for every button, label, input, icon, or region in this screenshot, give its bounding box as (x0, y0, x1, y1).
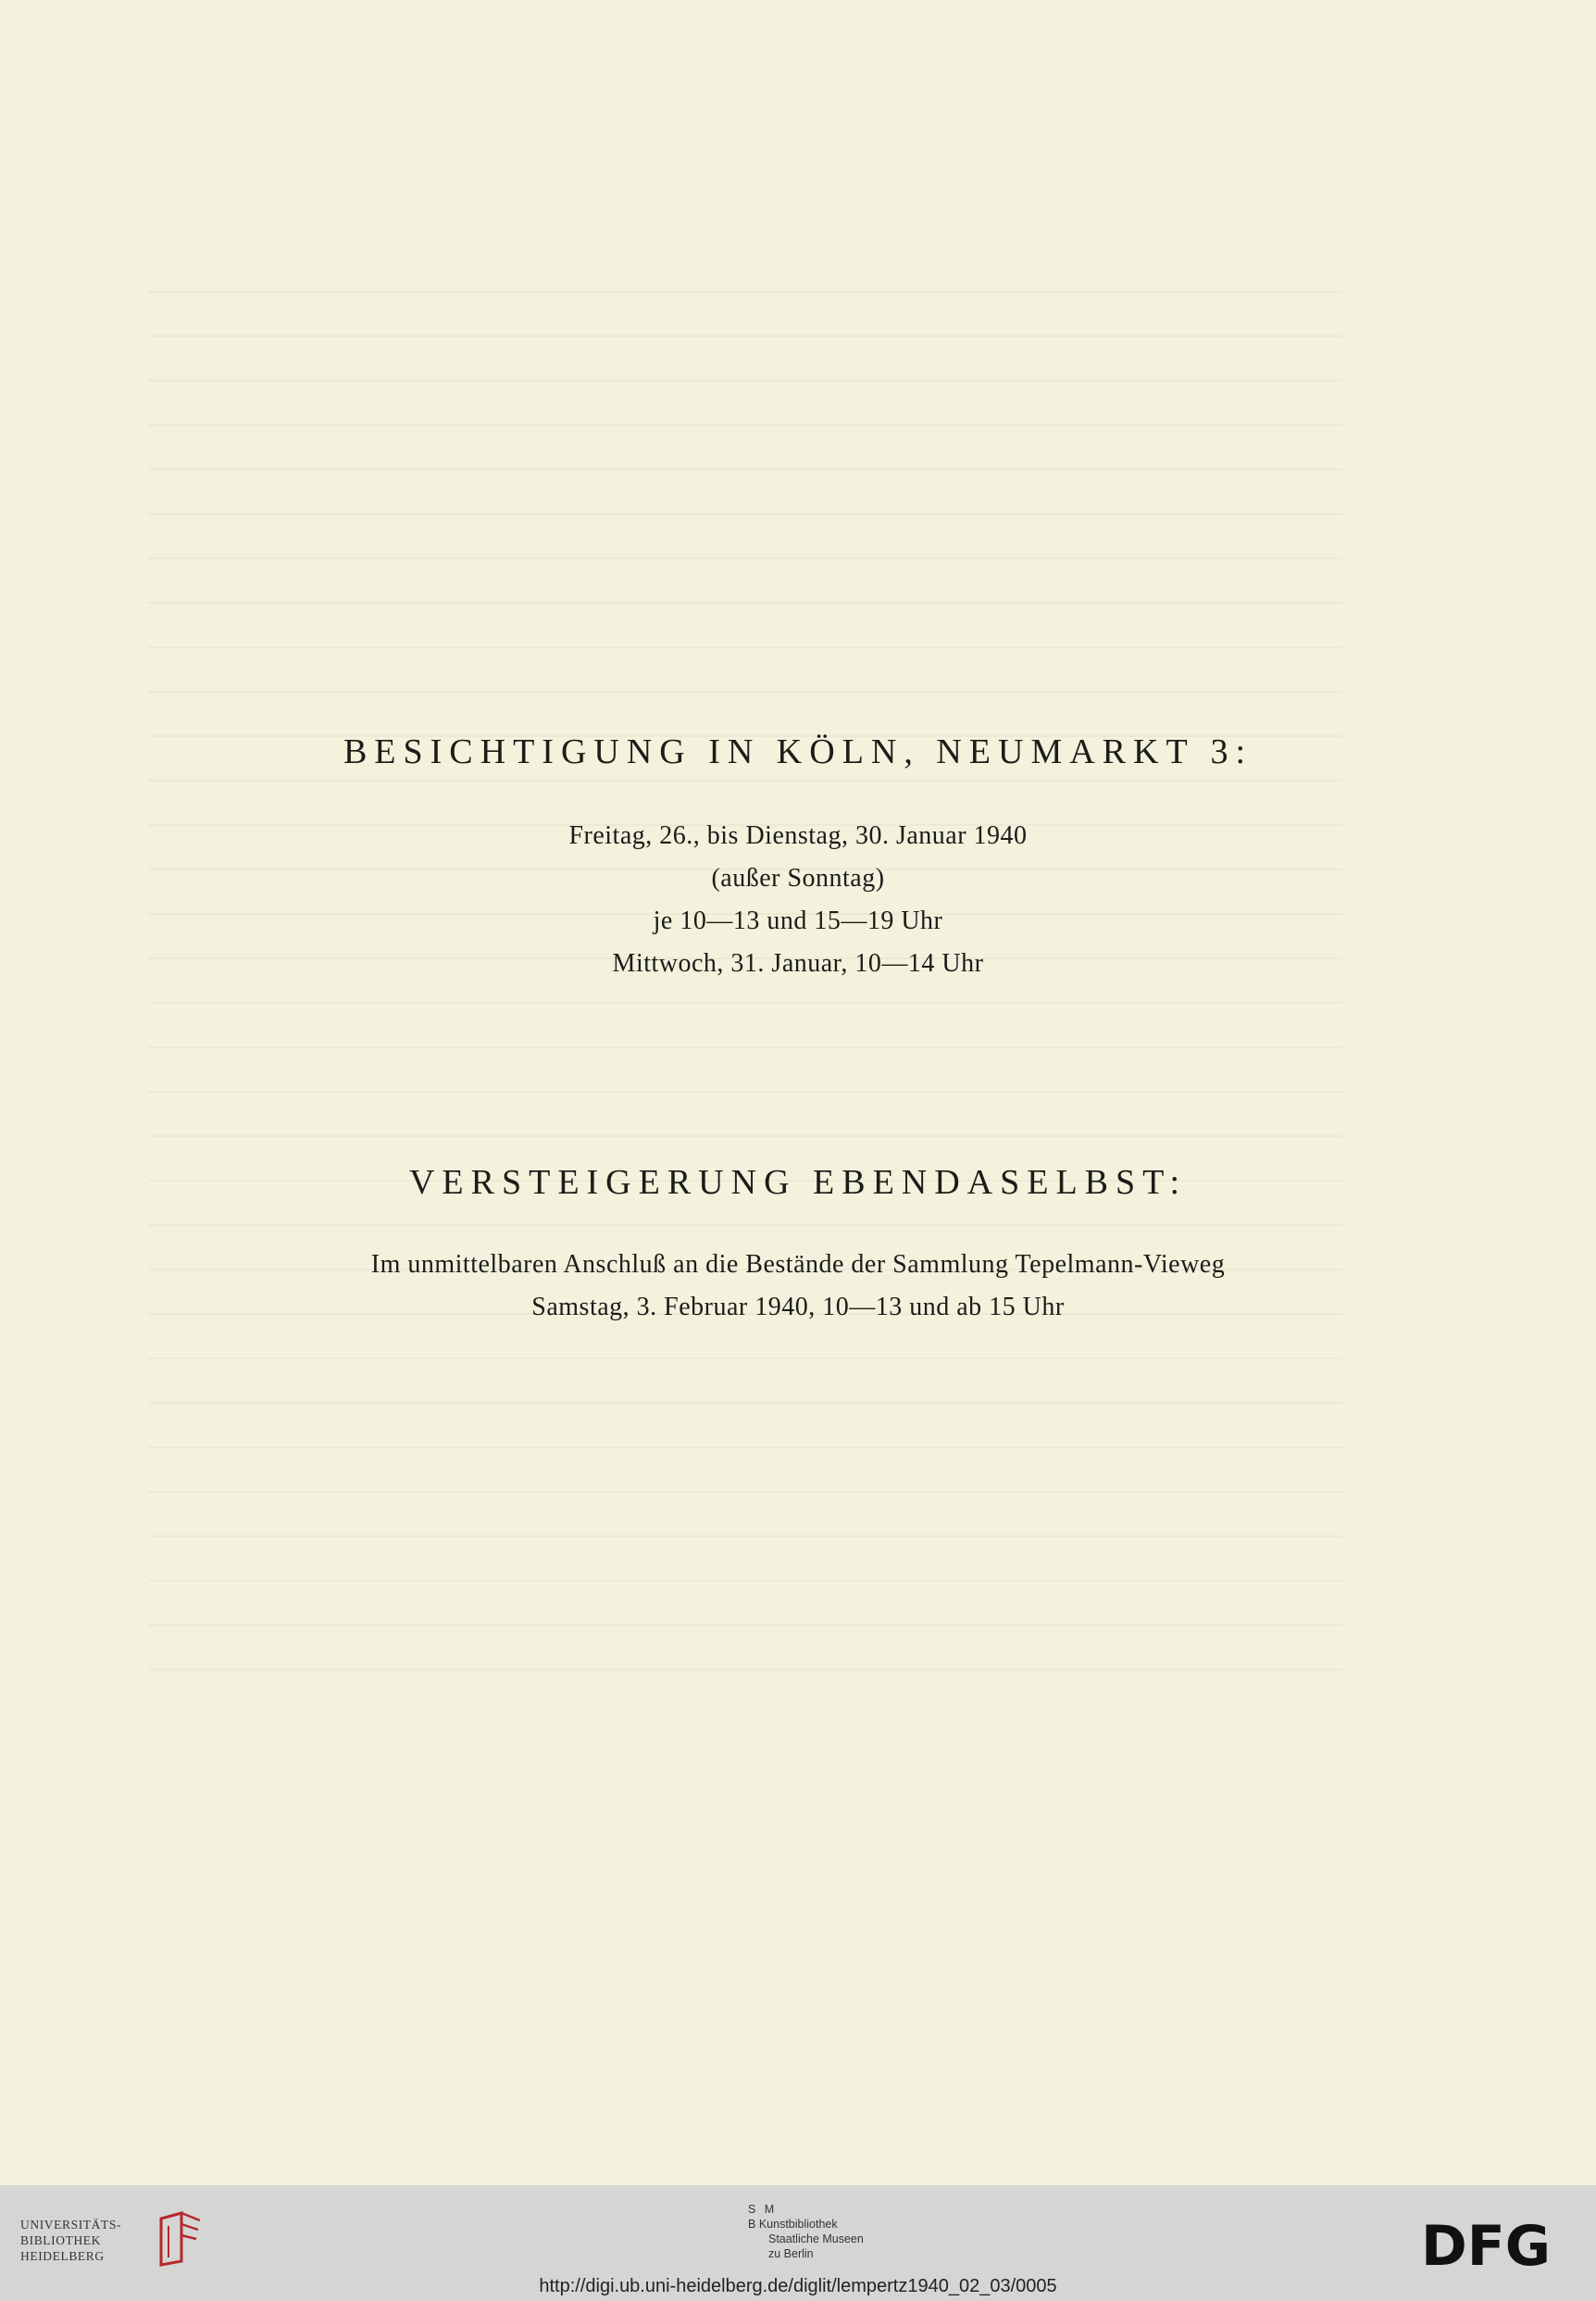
svg-text:DFG: DFG (1421, 2217, 1552, 2272)
library-name: UNIVERSITÄTS- BIBLIOTHEK HEIDELBERG (20, 2218, 122, 2263)
auction-line: Samstag, 3. Februar 1940, 10—13 und ab 15 Uhr (531, 1293, 1065, 1321)
kunstbibliothek-logo[interactable]: S M B Kunstbibliothek Staatliche Museen zu Berlin (748, 2203, 864, 2260)
auction-heading: VERSTEIGERUNG EBENDASELBST: (408, 1163, 1188, 1202)
viewing-line: Mittwoch, 31. Januar, 10—14 Uhr (612, 949, 984, 978)
viewing-heading: BESICHTIGUNG IN KÖLN, NEUMARKT 3: (343, 732, 1253, 771)
dfg-logo[interactable] (1421, 2217, 1578, 2272)
section-auction (0, 1162, 1596, 1329)
permalink-url[interactable]: http://digi.ub.uni-heidelberg.de/diglit/lempertz1940_02_03/0005 (539, 2276, 1057, 2296)
viewing-line: je 10—13 und 15—19 Uhr (653, 907, 943, 935)
footer-bar (0, 2185, 1596, 2301)
university-library-logo[interactable] (20, 2211, 206, 2267)
viewing-line: (außer Sonntag) (711, 864, 885, 893)
viewing-line: Freitag, 26., bis Dienstag, 30. Januar 1940 (568, 821, 1028, 850)
library-mark-icon (154, 2211, 209, 2267)
auction-line: Im unmittelbaren Anschluß an die Bestände der Sammlung Tepelmann-Vieweg (370, 1250, 1226, 1279)
section-viewing (0, 732, 1596, 985)
